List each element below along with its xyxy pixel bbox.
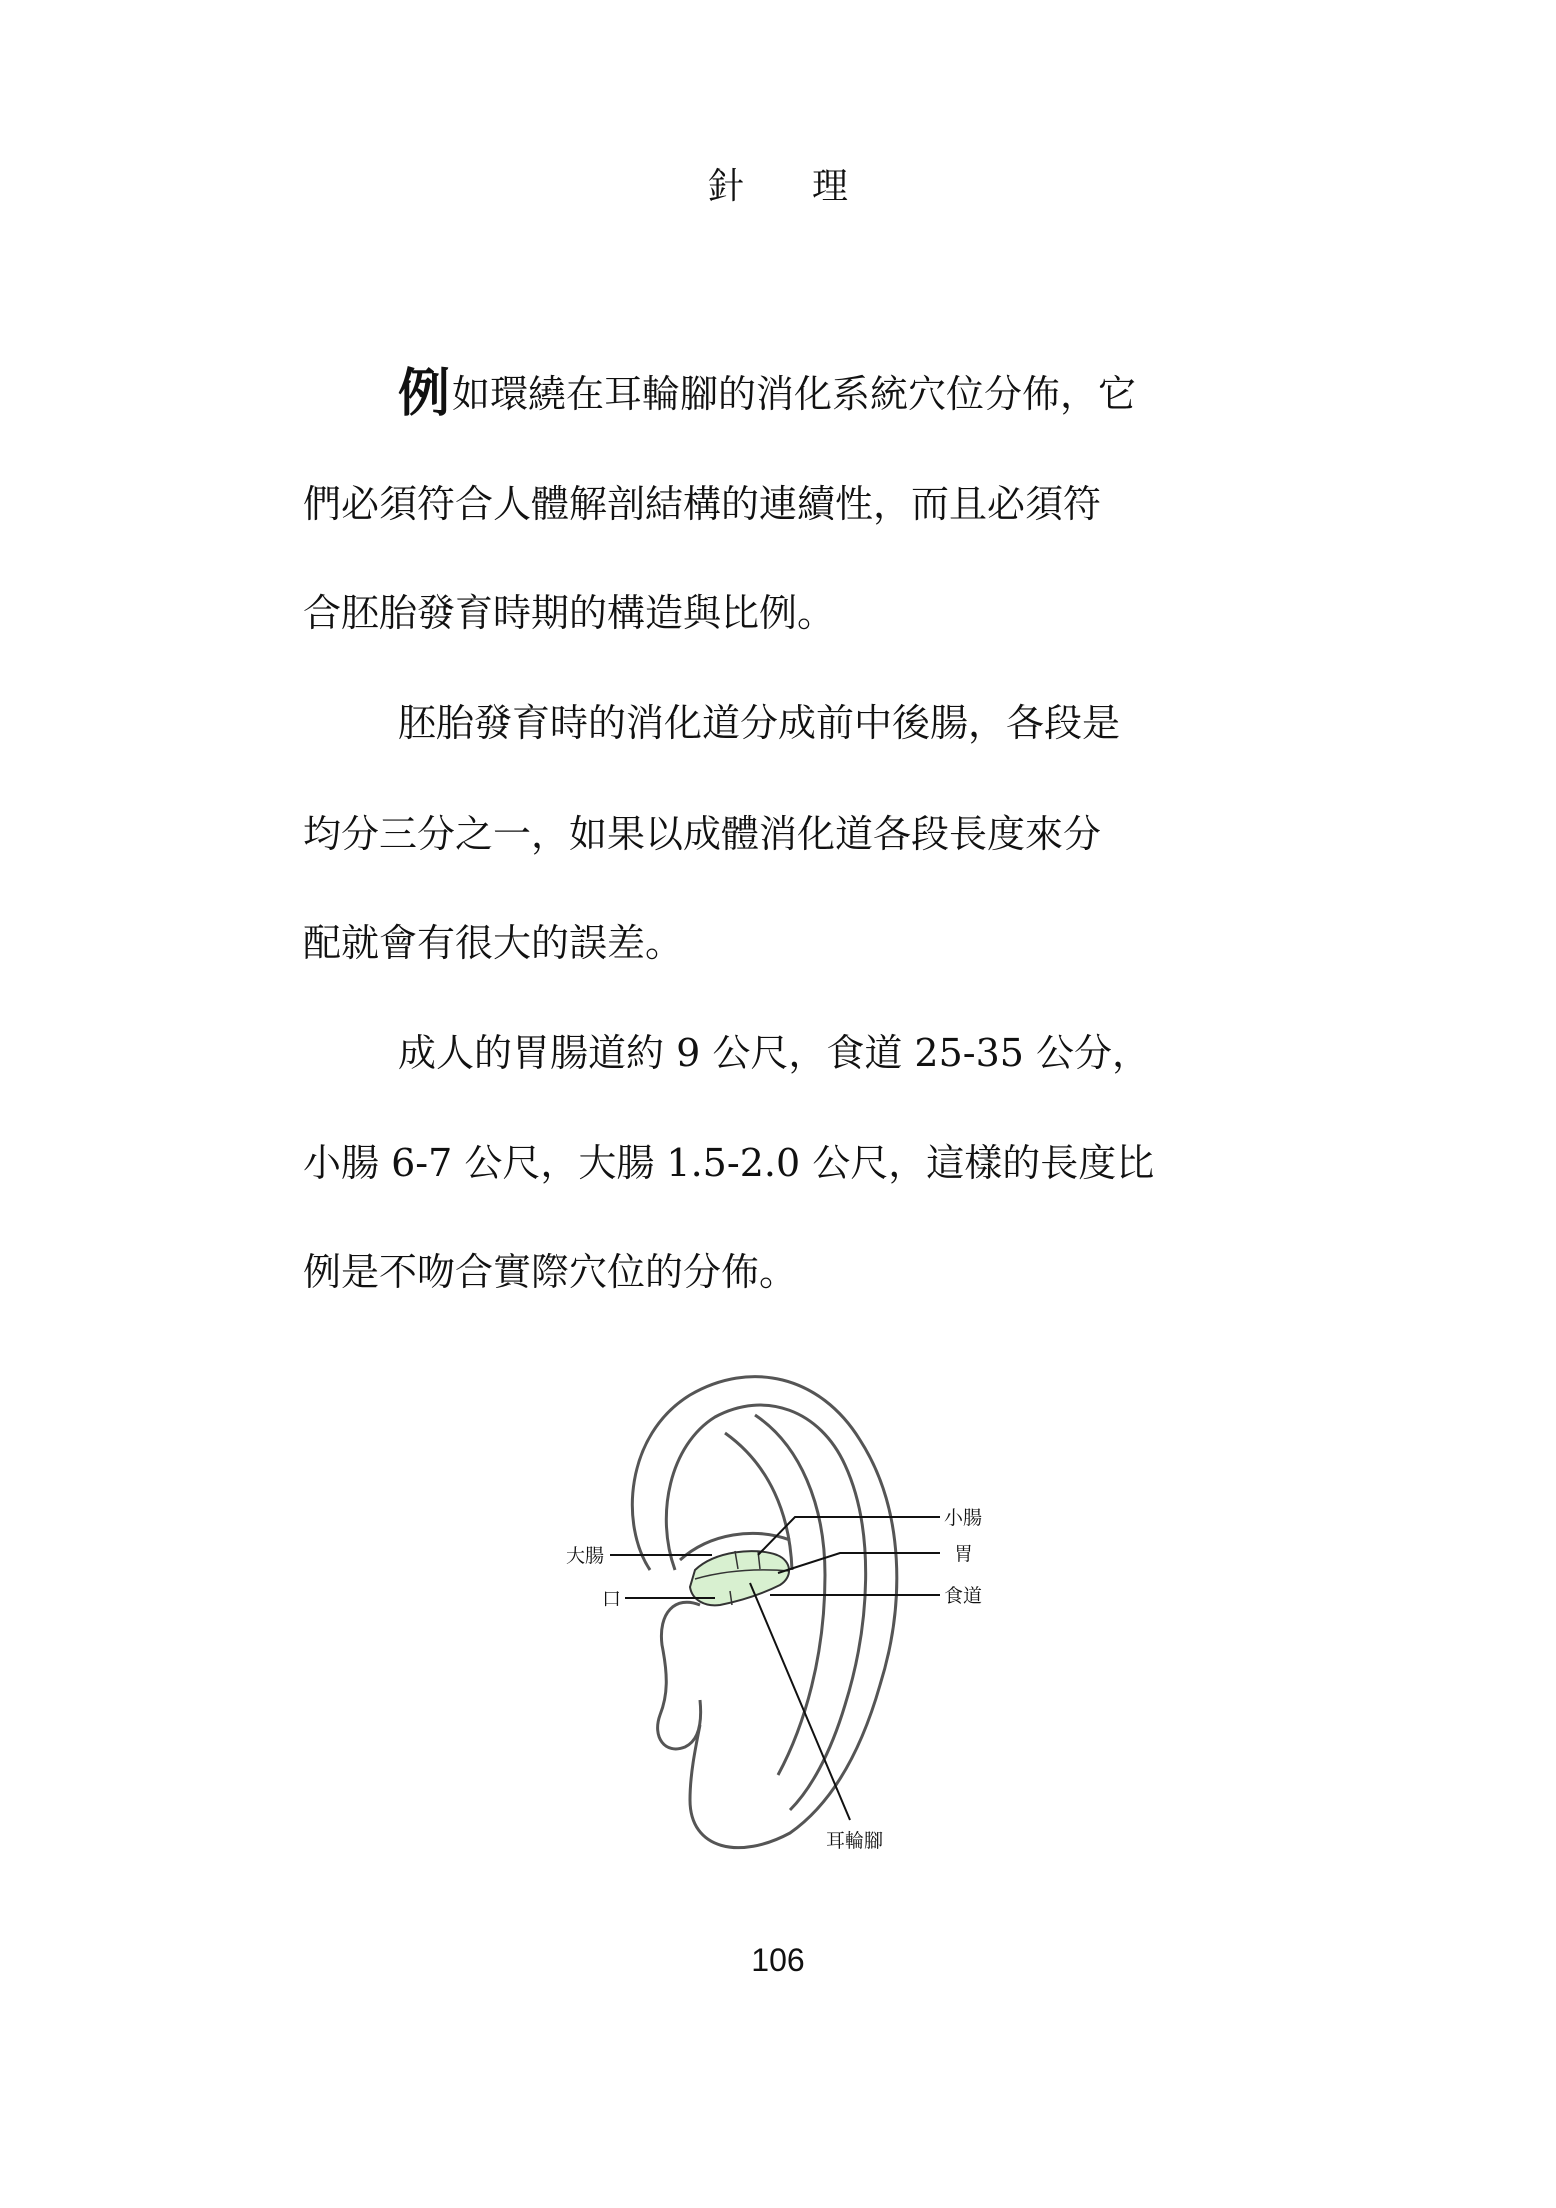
label-mouth: 口 <box>602 1588 622 1610</box>
ear-tragus <box>658 1602 701 1749</box>
header-char-1: 針 <box>707 166 744 207</box>
drop-char: 例 <box>398 363 451 424</box>
ear-outer-helix <box>632 1377 896 1848</box>
label-small-intestine: 小腸 <box>944 1507 983 1529</box>
leader-stomach <box>778 1553 940 1573</box>
ear-figure <box>540 1355 1000 1865</box>
leader-helix-crus <box>750 1583 850 1820</box>
page-number: 106 <box>751 1942 805 1978</box>
running-header <box>0 158 1556 209</box>
paragraph-1-line-3: 合胚胎發育時期的構造與比例。 <box>303 591 836 635</box>
paragraph-2-line-1: 胚胎發育時的消化道分成前中後腸，各段是 <box>398 701 1121 745</box>
ear-diagram <box>540 1355 1000 1865</box>
paragraph-2-line-2: 均分三分之一，如果以成體消化道各段長度來分 <box>303 812 1102 856</box>
paragraph-1-line-1: 例如環繞在耳輪腳的消化系統穴位分佈，它 <box>398 363 1137 424</box>
label-large-intestine: 大腸 <box>566 1545 605 1567</box>
paragraph-3-line-1: 成人的胃腸道約 9 公尺，食道 25-35 公分， <box>398 1031 1151 1075</box>
ear-antihelix-inner <box>725 1433 792 1570</box>
label-stomach: 胃 <box>954 1543 974 1565</box>
label-esophagus: 食道 <box>944 1585 983 1607</box>
label-helix-crus: 耳輪腳 <box>826 1830 884 1852</box>
header-char-2: 理 <box>812 166 849 207</box>
paragraph-1-line-2: 們必須符合人體解剖結構的連續性，而且必須符 <box>303 482 1102 526</box>
paragraph-3-line-2: 小腸 6-7 公尺，大腸 1.5-2.0 公尺，這樣的長度比 <box>303 1141 1155 1185</box>
paragraph-2-line-3: 配就會有很大的誤差。 <box>303 921 684 965</box>
paragraph-3-line-3: 例是不吻合實際穴位的分佈。 <box>303 1250 798 1294</box>
